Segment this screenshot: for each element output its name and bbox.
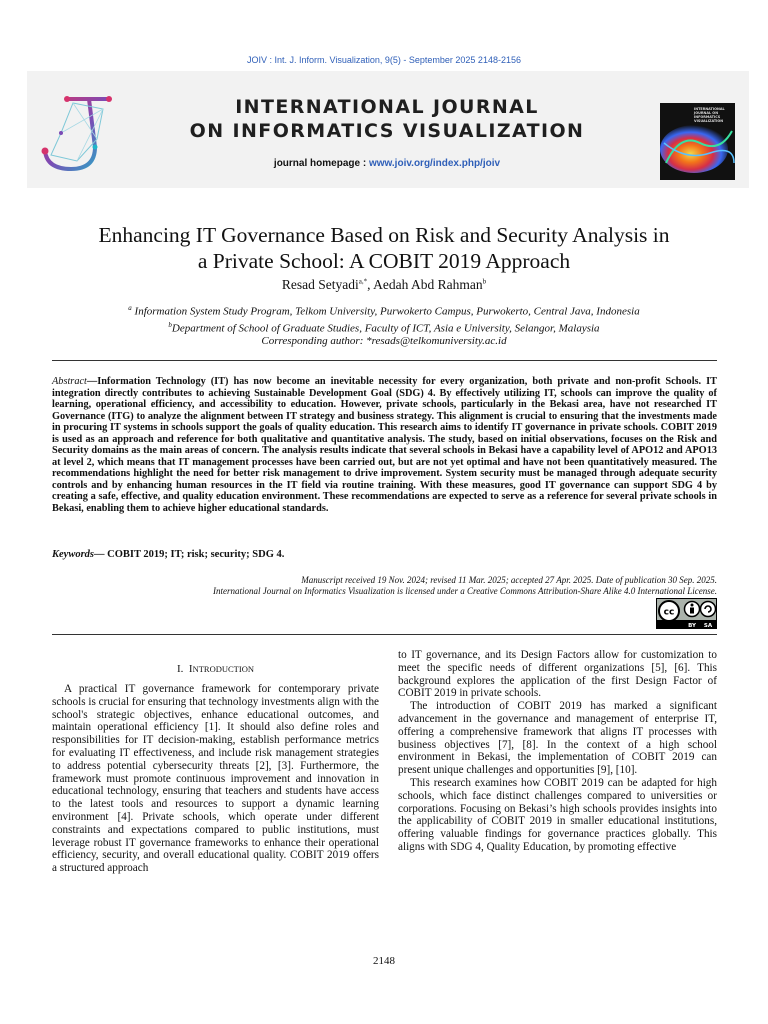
abstract-text: —Information Technology (IT) has now become an inevitable necessity for every organization, both private and non-profit Schools. IT integration directly contributes to achieving Sustainable Development Goal (SDG) 4. By effectively utilizing IT, schools can improve the quality of learning, operational efficiency, and accessibility to education. However, private schools, particularly in the Bekasi area, have not researched IT Governance (ITG) to analyze the alignment between IT strategy and business strategy. This alignment is crucial to ensuring that the investments made in procuring IT systems in schools support the goals of quality education. This research aims to identify IT governance in private schools. COBIT 2019 is used as an approach and reference for both qualitative and quantitative analysis. The study, based on initial observations, focuses on the Risk and Security domains as the main areas of concern. The analysis results indicate that several schools in Bekasi have a capability level of APO12 and APO13 at level 2, which means that IT management processes have been carried out, but are not yet optimal and have not been quantitatively measured. The recommendations highlight the need for better risk management to drive improvement. System security must be managed through adequate security controls and by enhancing human resources in the IT field via routine training. With these measures, good IT governance can support SDG 4 by creating a safe, effective, and quality education environment. These recommendations are expected to serve as a reference for several private schools in Bekasi, enabling them to achieve higher educational standards. xyxy=(52,376,717,514)
section-title-initial: I xyxy=(188,663,193,675)
corresponding-email[interactable]: *resads@telkomuniversity.ac.id xyxy=(366,335,507,348)
journal-title-line1: INTERNATIONAL JOURNAL xyxy=(235,96,539,118)
author-name: Aedah Abd Rahman xyxy=(373,277,483,292)
affiliations xyxy=(0,302,768,348)
affiliation-b: $^b$Department of School of Graduate Studies, Faculty of ICT, Asia e University, Selangor, Malaysia xyxy=(168,320,600,335)
abstract-label: Abstract xyxy=(52,376,87,387)
body-left-column xyxy=(52,683,379,875)
abstract-top-rule xyxy=(52,360,717,361)
author-separator: , xyxy=(367,277,374,292)
manuscript-info xyxy=(52,575,717,597)
keywords-label: Keywords xyxy=(52,549,94,560)
homepage-label: journal homepage : xyxy=(273,158,367,169)
affil-mark: b xyxy=(168,320,172,329)
journal-title-line2: ON INFORMATICS VISUALIZATION xyxy=(189,120,585,142)
section-number: I. xyxy=(177,663,184,675)
cover-title: INTERNATIONAL JOURNAL ON INFORMATICS VISUALIZATION xyxy=(694,107,725,123)
section-heading-introduction xyxy=(52,663,379,675)
paper-title-line2: a Private School: A COBIT 2019 Approach xyxy=(197,249,571,273)
author-name: Resad Setyadi xyxy=(281,277,359,292)
citation-line[interactable]: JOIV : Int. J. Inform. Visualization, 9(5) - September 2025 2148-2156 xyxy=(247,55,521,65)
section-title-rest: NTRODUCTION xyxy=(192,664,254,674)
affil-mark: a xyxy=(128,304,132,312)
author-affil-mark: b xyxy=(482,277,487,286)
keywords-text: — COBIT 2019; IT; risk; security; SDG 4. xyxy=(94,549,285,560)
sa-icon xyxy=(701,602,716,617)
cc-by-sa-badge[interactable] xyxy=(656,598,717,629)
journal-homepage xyxy=(177,158,597,169)
joiv-logo xyxy=(37,89,117,175)
journal-cover xyxy=(660,103,735,180)
journal-title xyxy=(177,95,597,143)
page-number: 2148 xyxy=(373,955,395,967)
by-label: BY xyxy=(688,623,696,629)
affiliation-a: $^a$ Information System Study Program, Telkom University, Purwokerto Campus, Purwokerto, Central Java, Indonesia xyxy=(128,304,640,318)
author-affil-mark: a,* xyxy=(358,277,368,286)
body-right-column xyxy=(398,649,717,854)
license-statement: International Journal on Informatics Visualization is licensed under a Creative Commons Attribution-Share Alike 4.0 International License. xyxy=(212,586,717,596)
corresponding-author: Corresponding author: *resads@telkomuniversity.ac.id xyxy=(261,335,507,348)
abstract xyxy=(52,376,717,514)
homepage-link[interactable]: www.joiv.org/index.php/joiv xyxy=(368,158,501,169)
abstract-bottom-rule xyxy=(52,634,717,635)
paper-title-line1: Enhancing IT Governance Based on Risk and Security Analysis in xyxy=(98,223,670,247)
author-list xyxy=(0,277,768,293)
keywords xyxy=(52,549,717,560)
body-paragraph: The introduction of COBIT 2019 has marked a significant advancement in the governance and management of enterprise IT, offering a comprehensive framework that aligns IT processes with business objectives [7], [8]. In the context of a high school environment in Bekasi, the implementation of COBIT 2019 can present unique challenges and opportunities [9], [10]. xyxy=(398,700,717,777)
body-paragraph: to IT governance, and its Design Factors allow for customization to meet the specific needs of different organizations [5], [6]. This background explores the application of the first Design Factor of COBIT 2019 in private schools. xyxy=(398,649,717,700)
sa-label: SA xyxy=(703,623,713,629)
paper-title xyxy=(40,222,728,274)
body-paragraph: A practical IT governance framework for contemporary private schools is crucial for ensuring that technology investments align with the school's strategic objectives, enhance educational outcomes, and maintain operational efficiency [1]. It should also define roles and responsibilities for IT decision-making, establish performance metrics for evaluating IT effectiveness, and include risk management strategies to address potential cybersecurity threats [2], [3]. Furthermore, the framework must promote continuous improvement and innovation in educational technology, ensuring that teachers and students have access to the latest tools and resources to support a dynamic learning environment [4]. Private schools, which operate under different constraints and expectations compared to public institutions, must leverage robust IT governance frameworks to enhance their operational efficiency, security, and overall educational quality. COBIT 2019 offers a structured approach xyxy=(52,683,379,875)
journal-banner xyxy=(27,71,749,188)
body-paragraph: This research examines how COBIT 2019 can be adapted for high schools, which face distinct challenges compared to universities or corporations. Focusing on Bekasi’s high schools provides insights into the applicability of COBIT 2019 in smaller educational institutions, offering valuable findings for governance practices globally. This aligns with SDG 4, Quality Education, by promoting effective xyxy=(398,776,717,853)
cc-icon-text: cc xyxy=(663,607,675,618)
manuscript-dates: Manuscript received 19 Nov. 2024; revised 11 Mar. 2025; accepted 27 Apr. 2025. Date of publication 30 Sep. 2025. xyxy=(301,575,717,585)
